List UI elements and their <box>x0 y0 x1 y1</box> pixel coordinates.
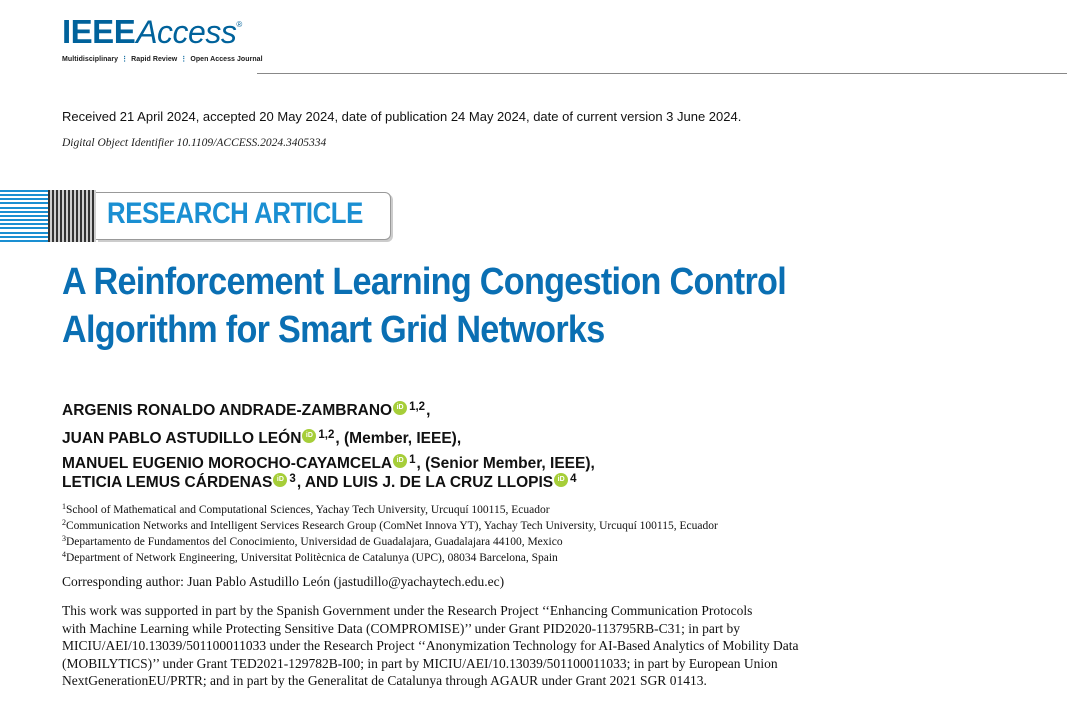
funding-line: MICIU/AEI/10.13039/501100011033 under the Research Project ‘‘Anonymization Technology for AI-Based Analytics of Mobility Data <box>62 638 799 653</box>
author-suffix: , AND LUIS J. DE LA CRUZ LLOPIS <box>296 474 554 491</box>
affiliation-number: 2 <box>62 518 66 527</box>
received-dates: Received 21 April 2024, accepted 20 May 2024, date of publication 24 May 2024, date of current version 3 June 2024. <box>62 109 742 124</box>
orcid-icon[interactable]: iD <box>302 429 316 443</box>
funding-line: NextGenerationEU/PRTR; and in part by the Generalitat de Catalunya through AGAUR under Grant 2021 SGR 01413. <box>62 673 707 688</box>
header-divider <box>257 73 1067 74</box>
author-name: JUAN PABLO ASTUDILLO LEÓN <box>62 430 302 447</box>
tagline-item: Rapid Review <box>131 56 178 63</box>
author-line <box>62 421 595 449</box>
logo-tagline <box>62 55 263 63</box>
affiliation-number: 4 <box>62 550 66 559</box>
affiliation-item <box>62 518 718 534</box>
doi-line: Digital Object Identifier 10.1109/ACCESS.2024.3405334 <box>62 137 327 149</box>
author-suffix: , (Senior Member, IEEE), <box>416 455 595 472</box>
tagline-item: Multidisciplinary <box>62 56 119 63</box>
author-affiliation-ref: 1,2 <box>318 429 335 441</box>
author-line <box>62 468 595 490</box>
article-type-label: RESEARCH ARTICLE <box>107 197 363 230</box>
funding-line: This work was supported in part by the Spanish Government under the Research Project ‘‘Enhancing Communication Protocols <box>62 603 753 618</box>
funding-line: with Machine Learning while Protecting Sensitive Data (COMPROMISE)’’ under Grant PID2020-113795RB-C31; in part by <box>62 620 741 636</box>
orcid-icon[interactable]: iD <box>554 473 568 487</box>
author-list <box>62 393 595 490</box>
tagline-separator: ⋮ <box>121 56 129 63</box>
funding-line: (MOBILYTICS)’’ under Grant TED2021-129782B-I00; in part by MICIU/AEI/10.13039/501100011033; in part by European Union <box>62 655 778 671</box>
author-suffix: , (Member, IEEE), <box>335 430 462 447</box>
affiliation-text: School of Mathematical and Computational Sciences, Yachay Tech University, Urcuquí 100115, Ecuador <box>66 504 550 516</box>
title-line-1: A Reinforcement Learning Congestion Control <box>62 261 787 303</box>
affiliation-item <box>62 550 718 566</box>
logo-ieee-text: IEEE <box>62 13 136 50</box>
logo-access-text: Access <box>136 14 237 50</box>
author-affiliation-ref: 3 <box>289 473 296 485</box>
title-line-2: Algorithm for Smart Grid Networks <box>62 309 605 351</box>
ieee-access-logo <box>62 14 242 50</box>
author-suffix: , <box>426 402 431 419</box>
corresponding-author: Corresponding author: Juan Pablo Astudillo León (jastudillo@yachaytech.edu.ec) <box>62 574 505 589</box>
affiliation-text: Communication Networks and Intelligent Services Research Group (ComNet Innova YT), Yachay Tech University, Urcuquí 100115, Ecuador <box>66 520 718 532</box>
author-name: MANUEL EUGENIO MOROCHO-CAYAMCELA <box>62 455 393 472</box>
affiliation-text: Department of Network Engineering, Universitat Politècnica de Catalunya (UPC), 08034 Barcelona, Spain <box>66 552 558 564</box>
author-name: LETICIA LEMUS CÁRDENAS <box>62 474 273 491</box>
author-line <box>62 393 595 421</box>
banner-stripes-decoration <box>0 190 48 242</box>
funding-statement <box>62 602 922 690</box>
tagline-separator: ⋮ <box>180 56 188 63</box>
affiliation-item <box>62 534 718 550</box>
tagline-item: Open Access Journal <box>190 56 263 63</box>
banner-bars-decoration <box>48 190 96 242</box>
affiliation-number: 3 <box>62 534 66 543</box>
affiliation-item <box>62 502 718 518</box>
affiliation-number: 1 <box>62 502 66 511</box>
author-affiliation-ref: 4 <box>570 473 577 485</box>
orcid-icon[interactable]: iD <box>393 401 407 415</box>
orcid-icon[interactable]: iD <box>393 454 407 468</box>
orcid-icon[interactable]: iD <box>273 473 287 487</box>
author-affiliation-ref: 1 <box>409 454 416 466</box>
affiliation-list <box>62 502 718 566</box>
logo-trademark: ® <box>236 20 243 29</box>
author-name: ARGENIS RONALDO ANDRADE-ZAMBRANO <box>62 402 393 419</box>
author-affiliation-ref: 1,2 <box>409 401 426 413</box>
affiliation-text: Departamento de Fundamentos del Conocimiento, Universidad de Guadalajara, Guadalajara 44100, Mexico <box>66 536 563 548</box>
paper-title <box>62 258 926 354</box>
